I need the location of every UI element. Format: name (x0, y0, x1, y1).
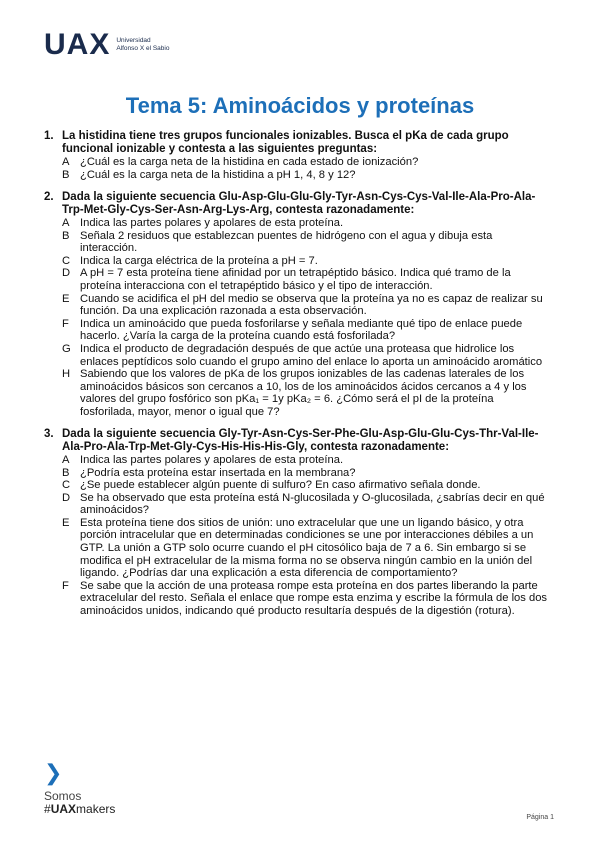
option-text: ¿Podría esta proteína estar insertada en la membrana? (80, 466, 356, 479)
logo-subtitle (116, 37, 169, 53)
option-text: Indica la carga eléctrica de la proteína a pH = 7. (80, 254, 318, 267)
option-letter: F (62, 317, 69, 330)
logo-line-1: Universidad (116, 37, 151, 44)
question-text: Dada la siguiente secuencia Glu-Asp-Glu-Glu-Gly-Tyr-Asn-Cys-Cys-Val-Ile-Ala-Pro-Ala-Trp-Met-Gly-Cys-Ser-Asn-Arg-Lys-Arg, contesta razonadamente: (62, 190, 536, 216)
question-number: 1. (44, 130, 54, 142)
option-letter: A (62, 217, 70, 229)
logo-mark: UAX (44, 28, 111, 61)
question-heading (44, 191, 550, 217)
footer-hashtag (44, 803, 115, 816)
option-text: ¿Se puede establecer algún puente di sulfuro? En caso afirmativo señala donde. (80, 479, 481, 492)
option-letter: F (62, 579, 69, 592)
option-letter: G (62, 342, 71, 355)
option-list (44, 217, 550, 419)
footer-brand (44, 762, 115, 816)
page-title: Tema 5: Aminoácidos y proteínas (125, 93, 475, 118)
university-logo (44, 30, 169, 60)
option-letter: D (62, 267, 71, 280)
option-letter: E (62, 516, 70, 529)
hashtag-prefix: # (44, 802, 51, 816)
list-item (44, 156, 550, 169)
option-letter: C (62, 479, 71, 492)
chevron-right-icon: ❯ (44, 760, 63, 785)
list-item (44, 293, 550, 318)
option-list (44, 454, 550, 618)
footer-somos: Somos (44, 789, 82, 803)
option-text: Cuando se acidifica el pH del medio se observa que la proteína ya no es capaz de realizar su función. Da una explicación razonada a esta observación. (80, 292, 543, 318)
option-letter: B (62, 169, 70, 181)
option-letter: D (62, 491, 71, 504)
option-text: Esta proteína tiene dos sitios de unión: uno extracelular que une un ligando básico, y otra porción intracelular que en determinadas condiciones se une por interacciones débiles a un GTP. La unión a GTP solo ocurre cuando el pH citosólico baja de 7 a 6. Sin embargo si se modifica el pH extracelular de la misma forma no se observa ningún cambio en la unión del ligando. ¿Podrías dar una explicación a esta diferencia de comportamiento? (80, 516, 534, 580)
question-3 (44, 428, 550, 618)
logo-line-2: Alfonso X el Sabio (116, 45, 170, 52)
question-heading (44, 130, 550, 156)
option-text: Indica las partes polares y apolares de esta proteína. (80, 217, 344, 229)
hashtag-suffix: makers (76, 802, 116, 816)
question-number: 3. (44, 427, 54, 440)
list-item (44, 517, 550, 580)
questions-list (44, 130, 550, 627)
list-item (44, 467, 550, 480)
question-1 (44, 130, 550, 182)
option-text: Indica el producto de degradación después de que actúe una proteasa que hidrolice los enlaces peptídicos solo cuando el grupo amino del enlace lo aporta un aminoácido aromático (80, 342, 543, 368)
option-text: ¿Cuál es la carga neta de la histidina en cada estado de ionización? (80, 156, 419, 169)
option-letter: A (62, 453, 70, 466)
option-list (44, 156, 550, 181)
option-text: ¿Cuál es la carga neta de la histidina a pH 1, 4, 8 y 12? (80, 169, 356, 181)
list-item (44, 217, 550, 230)
list-item (44, 343, 550, 368)
option-text: Indica un aminoácido que pueda fosforilarse y señala mediante qué tipo de enlace puede hacerlo. ¿Varía la carga de la proteína cuando está fosforilada? (80, 317, 523, 343)
option-text: Indica las partes polares y apolares de esta proteína. (80, 453, 344, 466)
question-text: Dada la siguiente secuencia Gly-Tyr-Asn-Cys-Ser-Phe-Glu-Asp-Glu-Glu-Cys-Thr-Val-Ile-Ala-Pro-Ala-Trp-Met-Gly-Cys-His-His-His-Gly, contesta razonadamente: (62, 427, 539, 453)
option-letter: E (62, 292, 70, 305)
list-item (44, 454, 550, 467)
hashtag-bold: UAX (50, 802, 77, 816)
option-letter: A (62, 156, 70, 169)
list-item (44, 169, 550, 182)
option-letter: H (62, 368, 71, 381)
list-item (44, 580, 550, 618)
option-text: A pH = 7 esta proteína tiene afinidad por un tetrapéptido básico. Indica qué tramo de la proteína interacciona con el tetrapéptido básico y el tipo de interacción. (80, 267, 511, 292)
list-item (44, 368, 550, 418)
question-2 (44, 191, 550, 419)
list-item (44, 230, 550, 255)
option-letter: B (62, 229, 70, 242)
list-item (44, 492, 550, 517)
list-item (44, 255, 550, 268)
page-number: Página 1 (526, 814, 554, 821)
list-item (44, 318, 550, 343)
option-text: Se ha observado que esta proteína está N-glucosilada y O-glucosilada, ¿sabrías decir en qué aminoácidos? (80, 491, 545, 517)
list-item (44, 267, 550, 292)
question-number: 2. (44, 190, 54, 203)
list-item (44, 479, 550, 492)
question-heading (44, 428, 550, 454)
question-text: La histidina tiene tres grupos funcionales ionizables. Busca el pKa de cada grupo funcional ionizable y contesta a las siguientes preguntas: (62, 130, 509, 156)
option-text: Sabiendo que los valores de pKa de los grupos ionizables de las cadenas laterales de los aminoácidos básicos son cercanos a 10, los de los aminoácidos ácidos cercanos a 4 y los valores del grupo fosfórico son pKa₁ = 1y pKa₂ = 6. ¿Cómo será el pI de la proteína fosforilada, mayor, menor o igual que 7? (80, 368, 527, 418)
option-text: Se sabe que la acción de una proteasa rompe esta proteína en dos partes liberando la parte extracelular del resto. Señala el enlace que rompe esta enzima y escribe la fórmula de los dos aminoácidos unidos, indicando qué producto resultaría después de la digestión (rotura). (80, 579, 548, 618)
option-text: Señala 2 residuos que establezcan puentes de hidrógeno con el agua y dibuja esta interacción. (80, 229, 493, 255)
option-letter: B (62, 466, 70, 479)
option-letter: C (62, 254, 71, 267)
